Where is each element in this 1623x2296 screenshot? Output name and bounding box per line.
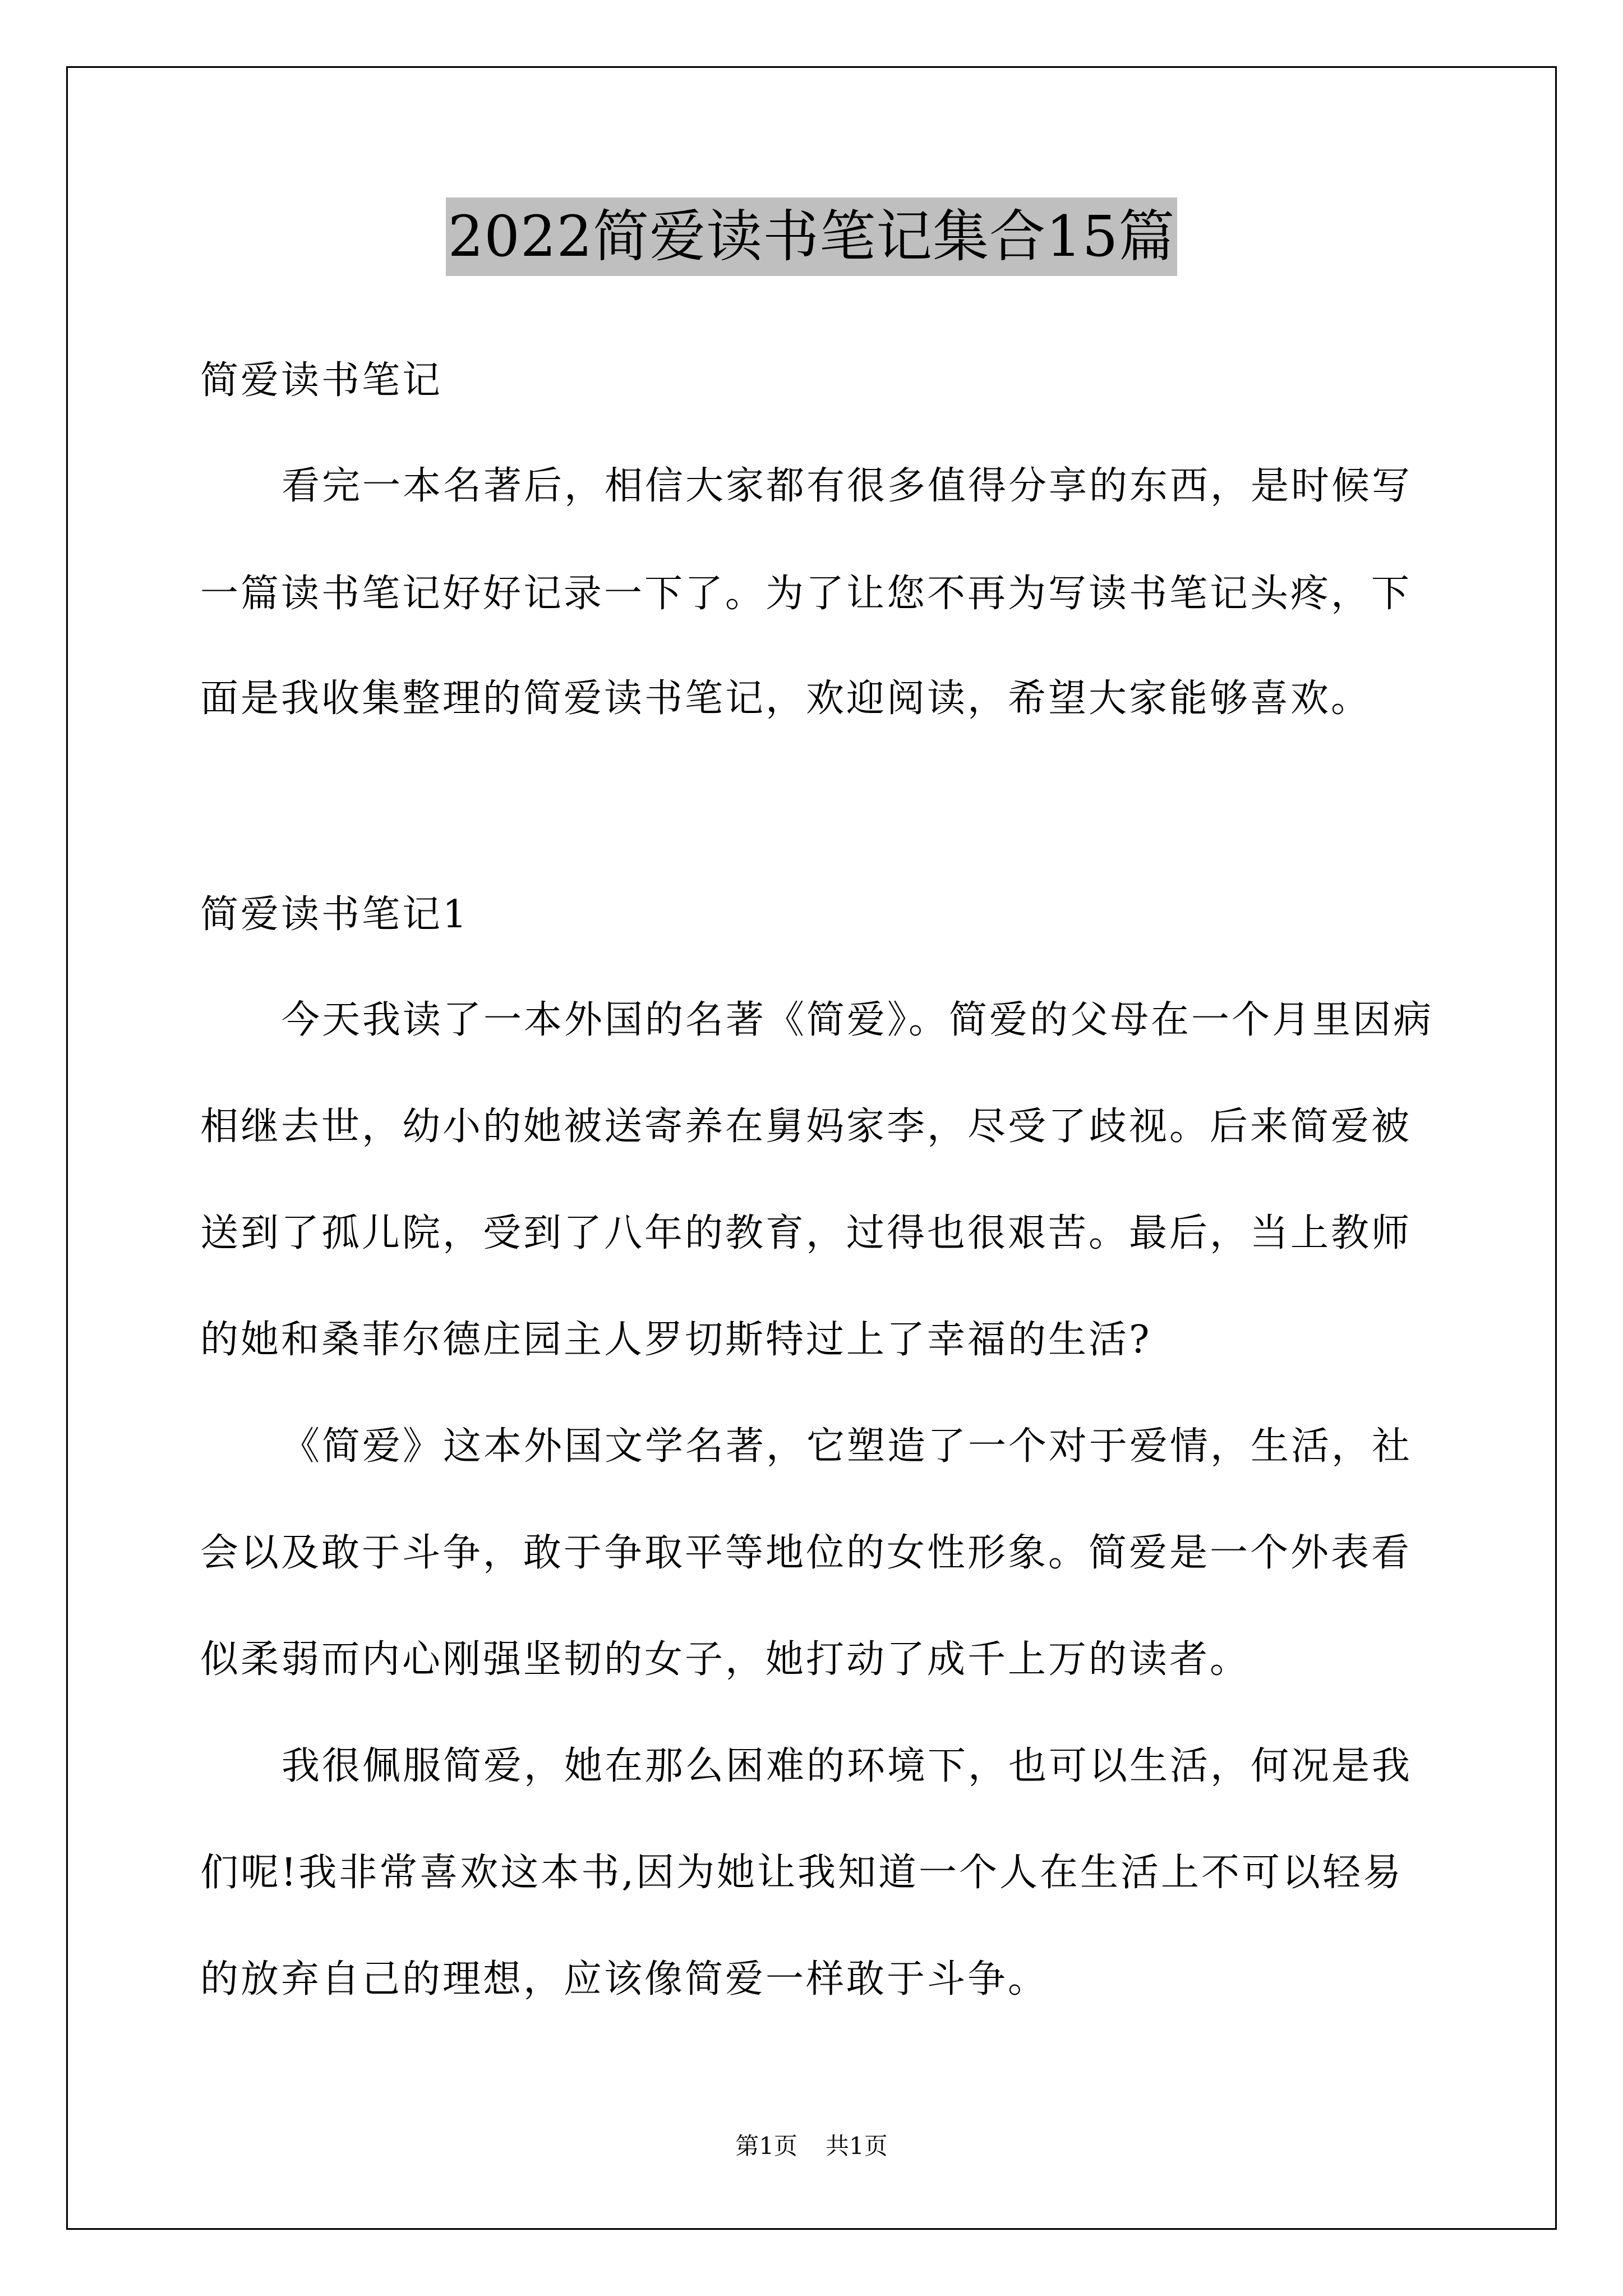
- page-footer: [0, 2132, 1623, 2161]
- paragraph-line: 似柔弱而内心刚强坚韧的女子，她打动了成千上万的读者。: [200, 1637, 1251, 1682]
- intro-heading: 简爱读书笔记: [200, 358, 443, 403]
- document-title: 2022简爱读书笔记集合15篇: [446, 197, 1178, 276]
- paragraph-line: 我很佩服简爱，她在那么困难的环境下，也可以生活，何况是我: [282, 1744, 1413, 1788]
- title-container: [0, 197, 1623, 276]
- paragraph-line: 们呢!我非常喜欢这本书,因为她让我知道一个人在生活上不可以轻易: [200, 1851, 1403, 1895]
- paragraph-line: 相继去世，幼小的她被送寄养在舅妈家李，尽受了歧视。后来简爱被: [200, 1105, 1412, 1149]
- paragraph-line: 的她和桑菲尔德庄园主人罗切斯特过上了幸福的生活?: [200, 1318, 1152, 1362]
- paragraph-line: 今天我读了一本外国的名著《简爱》。简爱的父母在一个月里因病: [282, 998, 1434, 1042]
- paragraph-line: 看完一本名著后，相信大家都有很多值得分享的东西，是时候写: [282, 464, 1413, 508]
- page-number: 第1页: [735, 2132, 797, 2160]
- paragraph-line: 一篇读书笔记好好记录一下了。为了让您不再为写读书笔记头疼，下: [200, 572, 1412, 616]
- paragraph-line: 《简爱》这本外国文学名著，它塑造了一个对于爱情，生活，社: [282, 1424, 1413, 1469]
- section-heading: 简爱读书笔记1: [200, 892, 469, 937]
- paragraph-line: 的放弃自己的理想，应该像简爱一样敢于斗争。: [200, 1957, 1049, 2001]
- paragraph-line: 会以及敢于斗争，敢于争取平等地位的女性形象。简爱是一个外表看: [200, 1531, 1412, 1575]
- page-total: 共1页: [826, 2132, 888, 2160]
- paragraph-line: 面是我收集整理的简爱读书笔记，欢迎阅读，希望大家能够喜欢。: [200, 677, 1372, 721]
- paragraph-line: 送到了孤儿院，受到了八年的教育，过得也很艰苦。最后，当上教师: [200, 1211, 1412, 1255]
